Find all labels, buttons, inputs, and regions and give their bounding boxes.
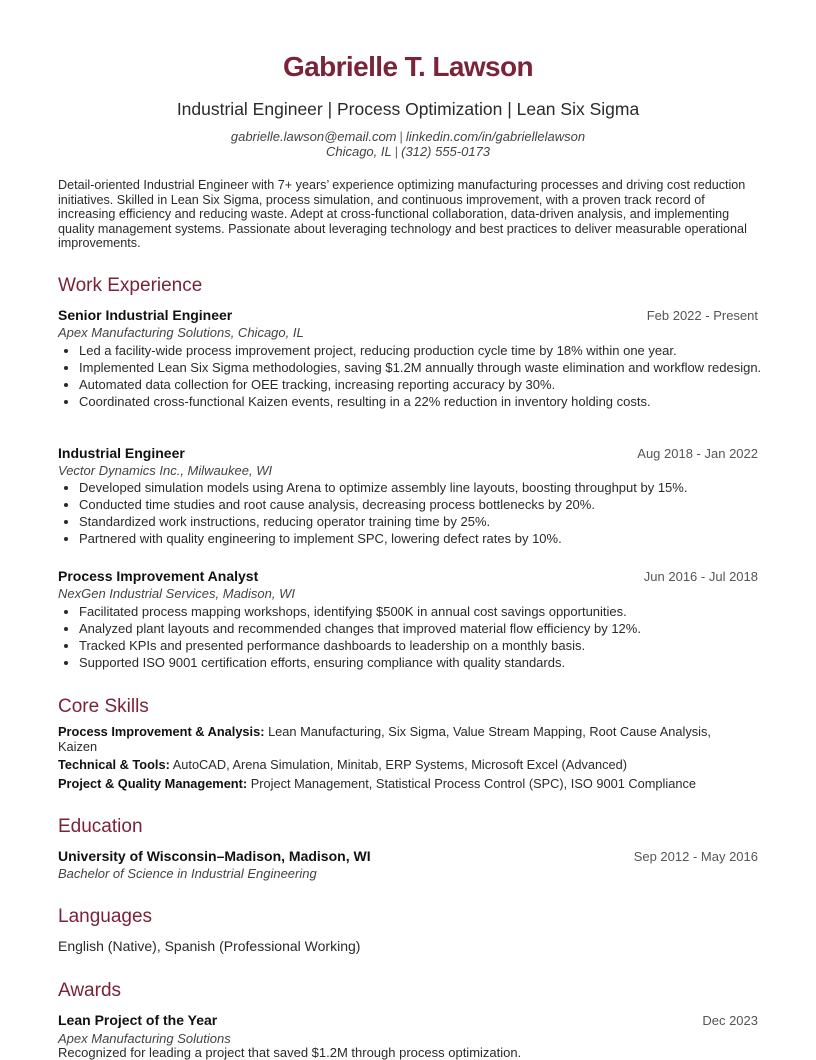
separator: | xyxy=(394,144,399,159)
job-dates: Aug 2018 - Jan 2022 xyxy=(637,446,758,461)
award-title: Lean Project of the Year xyxy=(58,1012,218,1028)
job-dates: Jun 2016 - Jul 2018 xyxy=(643,569,758,584)
linkedin-link[interactable]: linkedin.com/in/gabriellelawson xyxy=(405,129,586,144)
job-dates: Feb 2022 - Present xyxy=(646,308,758,323)
skill-group xyxy=(58,757,748,772)
skill-group xyxy=(58,776,748,791)
section-title-awards: Awards xyxy=(58,980,122,1001)
languages-text: English (Native), Spanish (Professional Working) xyxy=(58,938,361,954)
separator: | xyxy=(399,129,403,144)
skill-value: Project Management, Statistical Process Control (SPC), ISO 9001 Compliance xyxy=(250,776,696,791)
summary: Detail-oriented Industrial Engineer with 7+ years’ experience optimizing manufacturing processes and driving cost reduction initiatives. Skilled in Lean Six Sigma, process simulation, and continuous improvement, with a proven track record of increasing efficiency and reducing waste. Adept at cross-functional collaboration, data-driven analysis, and implementing quality management systems. Passionate about leveraging technology and best practices to deliver measurable operational improvements. xyxy=(58,178,747,250)
skill-value: Lean Manufacturing, Six Sigma, Value Stream Mapping, Root Cause Analysis, Kaizen xyxy=(58,724,711,754)
school-name: University of Wisconsin–Madison, Madison, WI xyxy=(58,848,371,864)
list-item: • Analyzed plant layouts and recommended changes that improved material flow efficiency by 12%. xyxy=(79,622,779,637)
job-company: NexGen Industrial Services, Madison, WI xyxy=(58,586,295,601)
candidate-name: Gabrielle T. Lawson xyxy=(282,51,533,82)
list-item: • Implemented Lean Six Sigma methodologies, saving $1.2M annually through waste elimination and workflow redesign. xyxy=(79,361,779,376)
list-item: • Coordinated cross-functional Kaizen events, resulting in a 22% reduction in inventory holding costs. xyxy=(79,395,779,410)
job-title: Senior Industrial Engineer xyxy=(58,307,233,323)
list-item: • Supported ISO 9001 certification efforts, ensuring compliance with quality standards. xyxy=(79,656,779,671)
section-title-education: Education xyxy=(58,816,143,837)
section-title-languages: Languages xyxy=(58,906,153,927)
skill-label: Project & Quality Management: xyxy=(58,776,248,791)
list-item: • Standardized work instructions, reducing operator training time by 25%. xyxy=(79,515,779,530)
award-org: Apex Manufacturing Solutions xyxy=(58,1031,231,1046)
list-item: • Automated data collection for OEE tracking, increasing reporting accuracy by 30%. xyxy=(79,378,779,393)
list-item: • Led a facility-wide process improvement project, reducing production cycle time by 18% within one year. xyxy=(79,344,779,359)
award-date: Dec 2023 xyxy=(702,1013,758,1028)
section-title-experience: Work Experience xyxy=(58,275,203,296)
contact-line-2 xyxy=(58,144,758,159)
headline: Industrial Engineer | Process Optimization | Lean Six Sigma xyxy=(176,99,640,119)
job-bullets xyxy=(58,605,779,673)
section-title-skills: Core Skills xyxy=(58,696,149,717)
location: Chicago, IL xyxy=(325,144,392,159)
job-title: Process Improvement Analyst xyxy=(58,568,259,584)
skill-group xyxy=(58,724,748,754)
job-bullets xyxy=(58,481,779,549)
contact-line-1 xyxy=(58,129,758,144)
skill-label: Process Improvement & Analysis: xyxy=(58,724,265,739)
list-item: • Tracked KPIs and presented performance dashboards to leadership on a monthly basis. xyxy=(79,639,779,654)
job-company: Vector Dynamics Inc., Milwaukee, WI xyxy=(58,463,273,478)
skill-value: AutoCAD, Arena Simulation, Minitab, ERP Systems, Microsoft Excel (Advanced) xyxy=(172,757,627,772)
email-link[interactable]: gabrielle.lawson@email.com xyxy=(230,129,397,144)
list-item: • Conducted time studies and root cause analysis, decreasing process bottlenecks by 20%. xyxy=(79,498,779,513)
skill-label: Technical & Tools: xyxy=(58,757,170,772)
education-dates: Sep 2012 - May 2016 xyxy=(633,849,758,864)
degree: Bachelor of Science in Industrial Engineering xyxy=(58,866,317,881)
job-company: Apex Manufacturing Solutions, Chicago, IL xyxy=(58,325,304,340)
list-item: • Facilitated process mapping workshops, identifying $500K in annual cost savings opportunities. xyxy=(79,605,779,620)
phone[interactable]: (312) 555-0173 xyxy=(401,144,491,159)
list-item: • Developed simulation models using Arena to optimize assembly line layouts, boosting throughput by 15%. xyxy=(79,481,779,496)
job-bullets xyxy=(58,344,779,412)
award-description: Recognized for leading a project that saved $1.2M through process optimization. xyxy=(58,1045,522,1060)
list-item: • Partnered with quality engineering to implement SPC, lowering defect rates by 10%. xyxy=(79,532,779,547)
job-title: Industrial Engineer xyxy=(58,445,185,461)
